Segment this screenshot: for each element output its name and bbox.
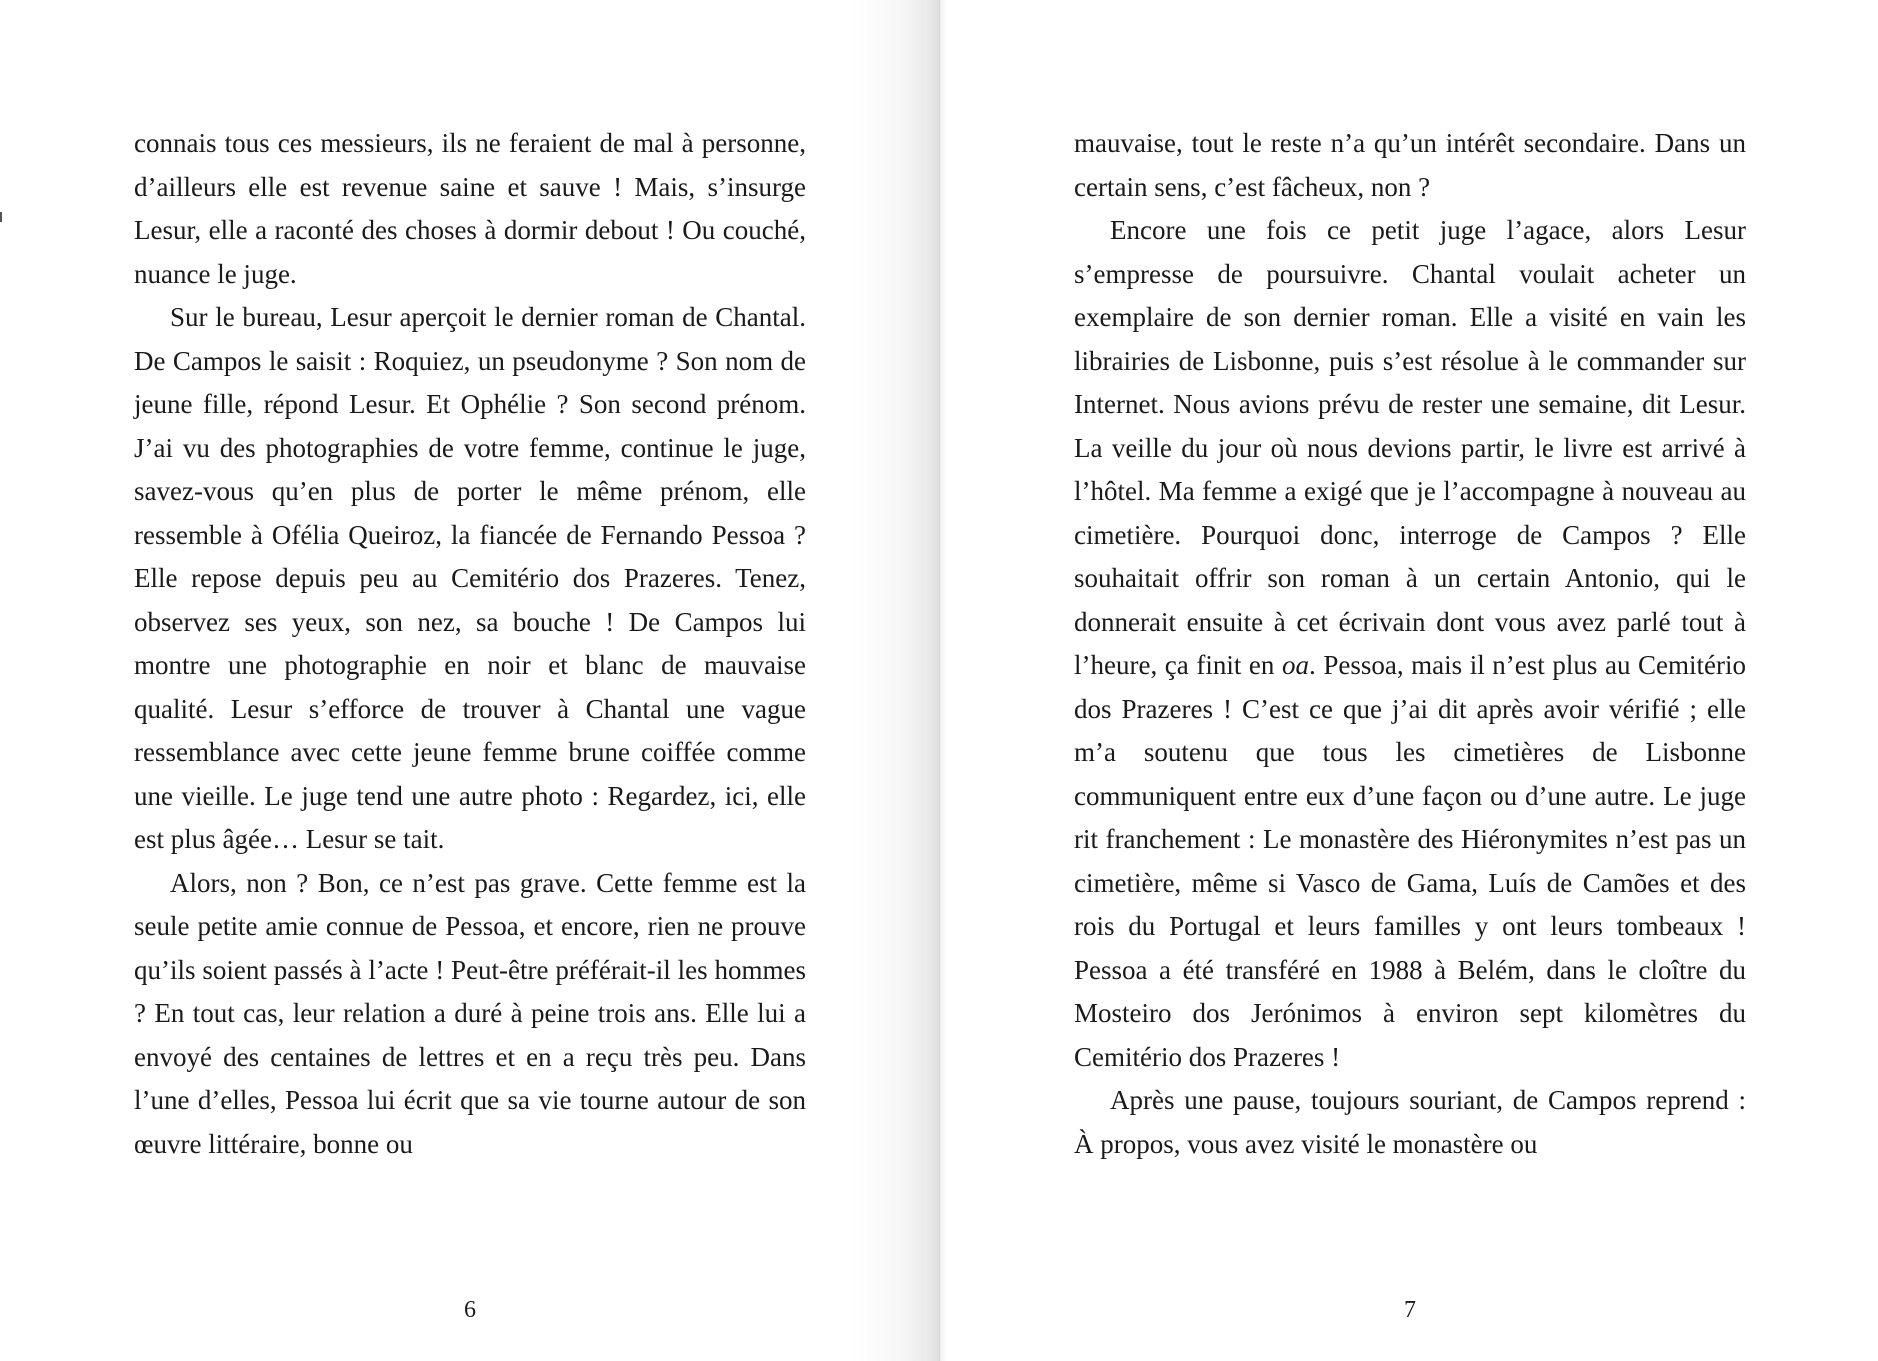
paragraph	[1074, 209, 1746, 1079]
paragraph: mauvaise, tout le reste n’a qu’un intérêt secondaire. Dans un certain sens, c’est fâcheux, non ?	[1074, 128, 1746, 202]
page-number-right: 7	[1404, 1297, 1416, 1323]
paragraph: Après une pause, toujours souriant, de Campos reprend : À propos, vous avez visité le monastère ou	[1074, 1085, 1746, 1159]
page-edge-mark	[0, 212, 2, 222]
italic-text: oa	[1281, 650, 1309, 680]
page-number-left: 6	[464, 1297, 476, 1323]
paragraph-text: Encore une fois ce petit juge l’agace, alors Lesur s’empresse de poursuivre. Chantal voulait acheter un exemplaire de son dernier roman. Elle a visité en vain les librairies de Lisbonne, puis s’est résolue à le commander sur Internet. Nous avions prévu de rester une semaine, dit Lesur. La veille du jour où nous devions partir, le livre est arrivé à l’hôtel. Ma femme a exigé que je l’accompagne à nouveau au cimetière. Pourquoi donc, interroge de Campos ? Elle souhaitait offrir son roman à un certain Antonio, qui le donnerait ensuite à cet écrivain dont vous avez parlé tout à l’heure, ça finit en	[1074, 215, 1746, 680]
right-page-text	[1074, 122, 1746, 1166]
left-page-text	[134, 122, 806, 1166]
paragraph: Alors, non ? Bon, ce n’est pas grave. Cette femme est la seule petite amie connue de Pessoa, et encore, rien ne prouve qu’ils soient passés à l’acte ! Peut-être préférait-il les hommes ? En tout cas, leur relation a duré à peine trois ans. Elle lui a envoyé des centaines de lettres et en a reçu très peu. Dans l’une d’elles, Pessoa lui écrit que sa vie tourne autour de son œuvre littéraire, bonne ou	[134, 867, 806, 1159]
paragraph: connais tous ces messieurs, ils ne feraient de mal à personne, d’ailleurs elle est revenue saine et sauve ! Mais, s’insurge Lesur, elle a raconté des choses à dormir debout ! Ou couché, nuance le juge.	[134, 128, 806, 289]
paragraph-text: . Pessoa, mais il n’est plus au Cemitério dos Prazeres ! C’est ce que j’ai dit après avoir vérifié ; elle m’a soutenu que tous les cimetières de Lisbonne communiquent entre eux d’une façon ou d’une autre. Le juge rit franchement : Le monastère des Hiéronymites n’est pas un cimetière, même si Vasco de Gama, Luís de Camões et des rois du Portugal et leurs familles y ont leurs tombeaux ! Pessoa a été transféré en 1988 à Belém, dans le cloître du Mosteiro dos Jerónimos à environ sept kilomètres du Cemitério dos Prazeres !	[1074, 650, 1746, 1072]
right-page	[939, 0, 1878, 1361]
paragraph: Sur le bureau, Lesur aperçoit le dernier roman de Chantal. De Campos le saisit : Roquiez, un pseudonyme ? Son nom de jeune fille, répond Lesur. Et Ophélie ? Son second prénom. J’ai vu des photographies de votre femme, continue le juge, savez-vous qu’en plus de porter le même prénom, elle ressemble à Ofélia Queiroz, la fiancée de Fernando Pessoa ? Elle repose depuis peu au Cemitério dos Prazeres. Tenez, observez ses yeux, son nez, sa bouche ! De Campos lui montre une photographie en noir et blanc de mauvaise qualité. Lesur s’efforce de trouver à Chantal une vague ressemblance avec cette jeune femme brune coiffée comme une vieille. Le juge tend une autre photo : Regardez, ici, elle est plus âgée… Lesur se tait.	[134, 302, 806, 854]
